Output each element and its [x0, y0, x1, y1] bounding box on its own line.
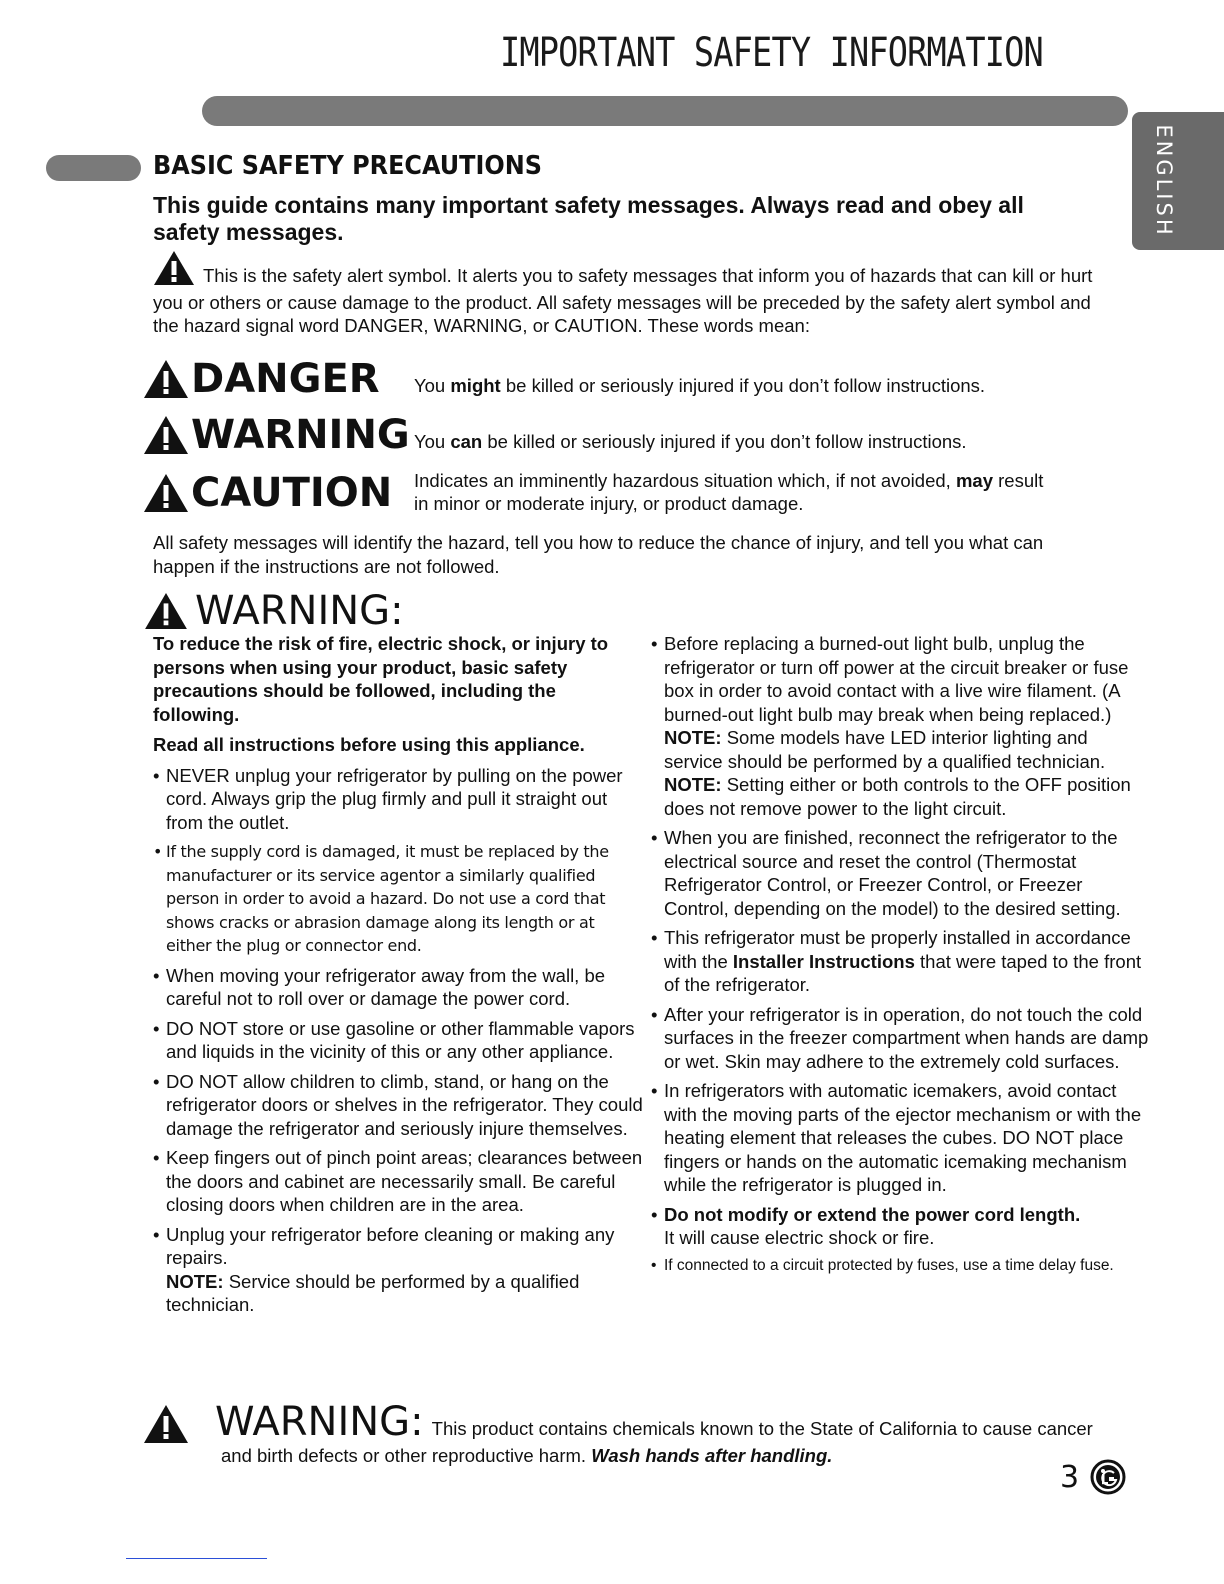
all-messages-text: All safety messages will identify the hazard, tell you how to reduce the chance of injury, and tell you what can happen if the instructions are not followed. — [153, 532, 1044, 577]
caution-word: CAUTION — [191, 470, 393, 516]
prop65-text2: and birth defects or other reproductive harm. — [221, 1445, 587, 1466]
list-item-text: It will cause electric shock or fire. — [664, 1227, 935, 1248]
list-item: • If the supply cord is damaged, it must be replaced by the manufacturer or its service agentor a similarly qualified person in order to avoid a hazard. Do not use a cord that shows cracks or abrasion damage along its length or at either the plug or connector end. — [153, 840, 643, 958]
warning-bold: can — [450, 431, 483, 452]
list-item — [651, 926, 1151, 997]
list-item — [651, 632, 1151, 820]
warning-word: WARNING — [191, 412, 410, 458]
prop65-word: WARNING: — [215, 1399, 424, 1445]
warning-intro: To reduce the risk of fire, electric shock, or injury to persons when using your product, basic safety precautions should be followed, including the following. — [153, 633, 609, 725]
language-tab-label: ENGLISH — [1152, 124, 1176, 238]
list-item: • Keep fingers out of pinch point areas; clearances between the doors and cabinet are necessarily small. Be careful closing doors when children are in the area. — [153, 1146, 643, 1217]
list-item — [651, 1203, 1151, 1250]
warning-heading-text: WARNING: — [195, 588, 404, 634]
caution-bold: may — [955, 470, 993, 491]
list-item-text: This refrigerator must be properly installed in accordance with the — [664, 927, 1131, 972]
section-heading: BASIC SAFETY PRECAUTIONS — [153, 151, 542, 181]
note-label: NOTE: — [664, 727, 722, 748]
prop65-emphasis: Wash hands after handling. — [591, 1445, 833, 1466]
list-item: • When you are finished, reconnect the refrigerator to the electrical source and reset the control (Thermostat Refrigerator Control, or Freezer Control, or Freezer Control, depending on the model) to the desired setting. — [651, 826, 1151, 920]
list-item: • DO NOT allow children to climb, stand, or hang on the refrigerator doors or shelves in the refrigerator. They could damage the refrigerator and seriously injure themselves. — [153, 1070, 643, 1141]
note-label: NOTE: — [166, 1270, 224, 1292]
power-cord-warning: Do not modify or extend the power cord length. — [664, 1203, 1081, 1225]
list-item: • NEVER unplug your refrigerator by pulling on the power cord. Always grip the plug firmly and pull it straight out from the outlet. — [153, 764, 643, 835]
alert-triangle-icon — [143, 415, 189, 455]
caution-signal — [143, 470, 392, 516]
list-item-text: Before replacing a burned-out light bulb, unplug the refrigerator or turn off power at the circuit breaker or fuse box in order to avoid contact with a live wire filament. (A burned-out light bulb may break when being replaced.) — [664, 633, 1129, 725]
alert-symbol-paragraph — [153, 250, 1098, 337]
list-item-text: Unplug your refrigerator before cleaning or making any repairs. — [166, 1223, 615, 1268]
footer-line — [126, 1558, 267, 1559]
danger-word: DANGER — [191, 356, 380, 402]
danger-post: be killed or seriously injured if you don’t follow instructions. — [500, 375, 986, 396]
list-item — [153, 1223, 643, 1317]
alert-triangle-icon — [143, 1404, 189, 1444]
page-number: 3 — [1060, 1460, 1080, 1495]
list-item: • In refrigerators with automatic icemakers, avoid contact with the moving parts of the ejector mechanism or with the heating element that releases the cubes. DO NOT place fingers or hands on the automatic icemaking mechanism while the refrigerator is plugged in. — [651, 1079, 1151, 1197]
lg-logo — [1090, 1459, 1126, 1500]
prop65-line2 — [143, 1444, 1153, 1468]
note-label: NOTE: — [664, 774, 722, 795]
read-all-instructions: Read all instructions before using this appliance. — [153, 734, 585, 755]
section-pill — [46, 155, 141, 181]
note-text: Setting either or both controls to the OFF position does not remove power to the light circuit. — [664, 774, 1131, 819]
installer-instructions: Installer Instructions — [732, 950, 915, 972]
lead-text: This guide contains many important safety messages. Always read and obey all safety messages. — [153, 192, 1024, 245]
alert-triangle-icon — [153, 250, 195, 291]
left-column — [153, 632, 643, 1323]
language-tab — [1132, 112, 1224, 250]
danger-pre: You — [414, 375, 451, 396]
caution-description — [414, 469, 1054, 515]
alert-triangle-icon — [143, 473, 189, 513]
note-text: Some models have LED interior lighting and service should be performed by a qualified technician. — [664, 727, 1106, 772]
right-column — [651, 632, 1151, 1282]
list-item: • After your refrigerator is in operation, do not touch the cold surfaces in the freezer compartment when hands are damp or wet. Skin may adhere to the extremely cold surfaces. — [651, 1003, 1151, 1074]
warning-description — [414, 430, 1054, 453]
alert-triangle-icon — [143, 592, 189, 630]
warning-pre: You — [414, 431, 451, 452]
warning-heading — [143, 588, 404, 634]
warning-signal — [143, 412, 410, 458]
caution-pre: Indicates an imminently hazardous situation which, if not avoided, — [414, 470, 956, 491]
page-title: IMPORTANT SAFETY INFORMATION — [500, 30, 1043, 76]
prop65-warning — [143, 1400, 1153, 1468]
caution-post: result in minor or moderate injury, or product damage. — [414, 470, 1044, 514]
alert-triangle-icon — [143, 359, 189, 399]
list-item: • DO NOT store or use gasoline or other flammable vapors and liquids in the vicinity of this or any other appliance. — [153, 1017, 643, 1064]
note-text: Service should be performed by a qualified technician. — [166, 1270, 580, 1315]
header-bar — [202, 96, 1128, 126]
list-item-text: that were taped to the front of the refrigerator. — [664, 950, 1142, 995]
danger-description — [414, 374, 1054, 397]
danger-bold: might — [450, 375, 501, 396]
list-item: • If connected to a circuit protected by fuses, use a time delay fuse. — [651, 1256, 1151, 1276]
list-item: • When moving your refrigerator away from the wall, be careful not to roll over or damage the power cord. — [153, 964, 643, 1011]
warning-post: be killed or seriously injured if you don’t follow instructions. — [482, 431, 967, 452]
prop65-text: This product contains chemicals known to the State of California to cause cancer — [431, 1417, 1093, 1439]
alert-symbol-text: This is the safety alert symbol. It alerts you to safety messages that inform you of hazards that can kill or hurt you or others or cause damage to the product. All safety messages will be preceded by the safety alert symbol and the hazard signal word DANGER, WARNING, or CAUTION. These words mean: — [153, 265, 1093, 336]
danger-signal — [143, 356, 380, 402]
